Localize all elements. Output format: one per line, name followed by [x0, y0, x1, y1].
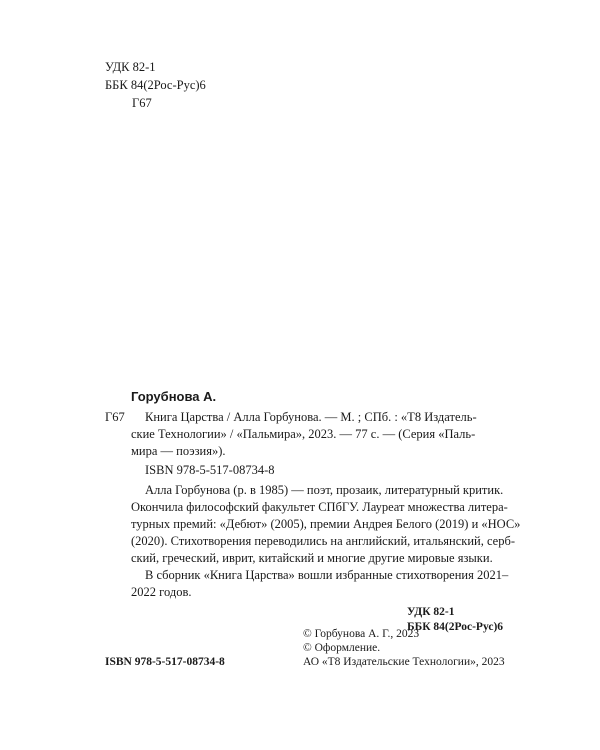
copyright-line-2: © Оформление. [303, 642, 381, 654]
author-mark: Г67 [105, 410, 125, 424]
annotation-line-6: В сборник «Книга Царства» вошли избранные стихотворения 2021– [145, 568, 509, 582]
annotation-line-1: Алла Горбунова (р. в 1985) — поэт, прозаик, литературный критик. [145, 483, 504, 497]
bbk-bottom: ББК 84(2Рос-Рус)6 [407, 621, 504, 633]
author-heading: Горубнова А. [131, 389, 217, 404]
description-line-1: Книга Царства / Алла Горбунова. — М. ; СПб. : «Т8 Издатель- [145, 410, 477, 424]
bbk-top: ББК 84(2Рос-Рус)6 [105, 78, 206, 92]
author-code-top: Г67 [132, 96, 152, 110]
isbn-footer: ISBN 978-5-517-08734-8 [105, 656, 225, 668]
annotation-line-3: турных премий: «Дебют» (2005), премии Андрея Белого (2019) и «НОС» [131, 517, 521, 531]
isbn-card: ISBN 978-5-517-08734-8 [145, 463, 275, 477]
annotation-line-2: Окончила философский факультет СПбГУ. Лауреат множества литера- [131, 500, 508, 514]
description-line-3: мира — поэзия»). [131, 444, 226, 458]
annotation-line-4: (2020). Стихотворения переводились на английский, итальянский, серб- [131, 534, 516, 548]
annotation-line-7: 2022 годов. [131, 585, 192, 599]
annotation-line-5: ский, греческий, иврит, китайский и многие другие мировые языки. [131, 551, 493, 565]
udk-top: УДК 82-1 [105, 60, 156, 74]
copyright-line-3: АО «Т8 Издательские Технологии», 2023 [303, 656, 505, 668]
description-line-2: ские Технологии» / «Пальмира», 2023. — 77 с. — (Серия «Паль- [131, 427, 476, 441]
udk-bottom: УДК 82-1 [407, 606, 455, 618]
copyright-line-1: © Горбунова А. Г., 2023 [303, 628, 420, 640]
